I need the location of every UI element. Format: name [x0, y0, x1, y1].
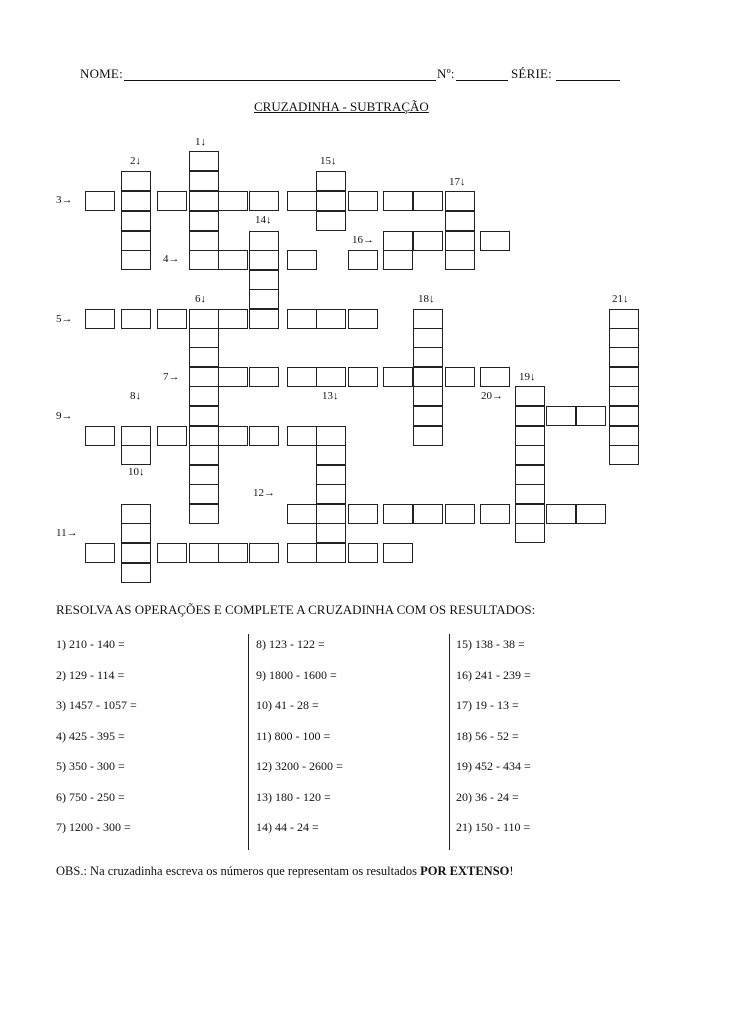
crossword-cell[interactable]: [383, 250, 413, 270]
crossword-cell[interactable]: [249, 250, 279, 270]
crossword-cell[interactable]: [316, 504, 346, 524]
operation-item: 2) 129 - 114 =: [56, 667, 125, 682]
crossword-cell[interactable]: [189, 426, 219, 446]
crossword-cell[interactable]: [121, 563, 151, 583]
crossword-cell[interactable]: [121, 309, 151, 329]
operation-item: 11) 800 - 100 =: [256, 728, 331, 743]
crossword-cell[interactable]: [609, 406, 639, 426]
crossword-cell[interactable]: [157, 191, 187, 211]
crossword-cell[interactable]: [576, 504, 606, 524]
crossword-cell[interactable]: [609, 367, 639, 387]
crossword-cell[interactable]: [348, 367, 378, 387]
crossword-cell[interactable]: [609, 445, 639, 465]
crossword-cell[interactable]: [189, 328, 219, 348]
crossword-cell[interactable]: [189, 386, 219, 406]
crossword-cell[interactable]: [383, 231, 413, 251]
clue-label-5: 5→: [56, 313, 73, 325]
clue-label-8: 8↓: [130, 390, 141, 402]
operation-item: 8) 123 - 122 =: [256, 637, 325, 651]
crossword-cell[interactable]: [546, 406, 576, 426]
crossword-cell[interactable]: [445, 211, 475, 231]
crossword-cell[interactable]: [413, 367, 443, 387]
operation-item: 7) 1200 - 300 =: [56, 820, 131, 834]
crossword-cell[interactable]: [515, 523, 545, 543]
grade-field-line[interactable]: [556, 80, 620, 81]
clue-label-7: 7→: [163, 371, 180, 383]
crossword-cell[interactable]: [249, 309, 279, 329]
crossword-cell[interactable]: [189, 406, 219, 426]
operation-item: 20) 36 - 24 =: [456, 789, 519, 804]
crossword-cell[interactable]: [189, 231, 219, 251]
operation-item: 17) 19 - 13 =: [456, 698, 519, 712]
crossword-cell[interactable]: [413, 386, 443, 406]
crossword-cell[interactable]: [316, 445, 346, 465]
crossword-cell[interactable]: [576, 406, 606, 426]
crossword-cell[interactable]: [480, 367, 510, 387]
column-divider: [449, 634, 450, 850]
crossword-cell[interactable]: [121, 445, 151, 465]
crossword-cell[interactable]: [249, 191, 279, 211]
crossword-cell[interactable]: [515, 445, 545, 465]
crossword-cell[interactable]: [189, 543, 219, 563]
column-divider: [248, 634, 249, 850]
crossword-cell[interactable]: [609, 426, 639, 446]
clue-label-12: 12→: [253, 487, 275, 499]
crossword-cell[interactable]: [413, 426, 443, 446]
crossword-cell[interactable]: [445, 250, 475, 270]
crossword-cell[interactable]: [445, 191, 475, 211]
operation-item: 5) 350 - 300 =: [56, 759, 125, 773]
crossword-cell[interactable]: [287, 426, 317, 446]
crossword-cell[interactable]: [157, 309, 187, 329]
number-field-line[interactable]: [456, 80, 508, 81]
crossword-cell[interactable]: [121, 250, 151, 270]
obs-suffix: !: [509, 864, 514, 878]
crossword-cell[interactable]: [157, 543, 187, 563]
crossword-cell[interactable]: [121, 426, 151, 446]
crossword-cell[interactable]: [609, 386, 639, 406]
crossword-cell[interactable]: [121, 191, 151, 211]
clue-label-21: 21↓: [612, 293, 629, 305]
crossword-cell[interactable]: [218, 250, 248, 270]
crossword-cell[interactable]: [515, 386, 545, 406]
crossword-cell[interactable]: [413, 406, 443, 426]
clue-label-10: 10↓: [128, 466, 145, 478]
clue-label-20: 20→: [481, 390, 503, 402]
crossword-cell[interactable]: [121, 543, 151, 563]
crossword-cell[interactable]: [316, 426, 346, 446]
crossword-cell[interactable]: [348, 543, 378, 563]
operation-item: 4) 425 - 395 =: [56, 728, 125, 743]
crossword-cell[interactable]: [218, 309, 248, 329]
crossword-cell[interactable]: [121, 523, 151, 543]
operation-item: 21) 150 - 110 =: [456, 820, 531, 834]
grade-label: SÉRIE:: [511, 66, 552, 81]
crossword-cell[interactable]: [287, 250, 317, 270]
crossword-cell[interactable]: [249, 231, 279, 251]
crossword-cell[interactable]: [515, 406, 545, 426]
crossword-cell[interactable]: [316, 309, 346, 329]
name-field-line[interactable]: [124, 80, 436, 81]
operation-item: 1) 210 - 140 =: [56, 637, 125, 651]
crossword-cell[interactable]: [515, 426, 545, 446]
crossword-cell[interactable]: [121, 504, 151, 524]
crossword-cell[interactable]: [316, 484, 346, 504]
clue-label-15: 15↓: [320, 155, 337, 167]
crossword-cell[interactable]: [609, 309, 639, 329]
crossword-cell[interactable]: [316, 543, 346, 563]
crossword-cell[interactable]: [85, 191, 115, 211]
crossword-cell[interactable]: [316, 171, 346, 191]
crossword-cell[interactable]: [383, 367, 413, 387]
operation-item: 3) 1457 - 1057 =: [56, 698, 137, 712]
clue-label-19: 19↓: [519, 371, 536, 383]
crossword-cell[interactable]: [515, 465, 545, 485]
crossword-cell[interactable]: [249, 289, 279, 309]
crossword-cell[interactable]: [413, 504, 443, 524]
operation-item: 14) 44 - 24 =: [256, 820, 319, 834]
crossword-cell[interactable]: [546, 504, 576, 524]
crossword-cell[interactable]: [121, 231, 151, 251]
crossword-cell[interactable]: [316, 367, 346, 387]
crossword-cell[interactable]: [316, 465, 346, 485]
crossword-cell[interactable]: [316, 191, 346, 211]
crossword-cell[interactable]: [287, 309, 317, 329]
operation-item: 16) 241 - 239 =: [456, 667, 531, 682]
crossword-cell[interactable]: [189, 367, 219, 387]
crossword-cell[interactable]: [413, 309, 443, 329]
clue-label-16: 16→: [352, 234, 374, 246]
clue-label-13: 13↓: [322, 390, 339, 402]
crossword-cell[interactable]: [85, 309, 115, 329]
crossword-cell[interactable]: [609, 328, 639, 348]
operation-item: 6) 750 - 250 =: [56, 789, 125, 804]
crossword-cell[interactable]: [413, 328, 443, 348]
crossword-cell[interactable]: [189, 211, 219, 231]
clue-label-3: 3→: [56, 194, 73, 206]
crossword-cell[interactable]: [383, 504, 413, 524]
crossword-cell[interactable]: [249, 367, 279, 387]
crossword-cell[interactable]: [121, 171, 151, 191]
crossword-cell[interactable]: [189, 347, 219, 367]
crossword-cell[interactable]: [249, 543, 279, 563]
crossword-cell[interactable]: [189, 504, 219, 524]
crossword-cell[interactable]: [189, 250, 219, 270]
crossword-cell[interactable]: [189, 171, 219, 191]
crossword-cell[interactable]: [85, 426, 115, 446]
clue-label-11: 11→: [56, 527, 78, 539]
page-title: CRUZADINHA - SUBTRAÇÃO: [254, 99, 429, 114]
operation-item: 15) 138 - 38 =: [456, 637, 525, 651]
crossword-cell[interactable]: [287, 367, 317, 387]
clue-label-2: 2↓: [130, 155, 141, 167]
crossword-cell[interactable]: [189, 445, 219, 465]
crossword-cell[interactable]: [348, 250, 378, 270]
crossword-cell[interactable]: [316, 523, 346, 543]
crossword-cell[interactable]: [287, 504, 317, 524]
crossword-cell[interactable]: [348, 504, 378, 524]
crossword-cell[interactable]: [189, 309, 219, 329]
obs-note: [56, 864, 514, 879]
crossword-cell[interactable]: [383, 543, 413, 563]
crossword-cell[interactable]: [316, 211, 346, 231]
crossword-cell[interactable]: [287, 543, 317, 563]
crossword-cell[interactable]: [249, 426, 279, 446]
crossword-cell[interactable]: [348, 309, 378, 329]
crossword-cell[interactable]: [383, 191, 413, 211]
obs-prefix: OBS.: Na cruzadinha escreva os números que representam os resultados: [56, 864, 421, 878]
clue-label-14: 14↓: [255, 214, 272, 226]
crossword-cell[interactable]: [189, 465, 219, 485]
operation-item: 10) 41 - 28 =: [256, 698, 319, 712]
name-label: NOME:: [80, 66, 123, 81]
crossword-cell[interactable]: [515, 504, 545, 524]
crossword-cell[interactable]: [287, 191, 317, 211]
crossword-cell[interactable]: [348, 191, 378, 211]
crossword-cell[interactable]: [218, 543, 248, 563]
crossword-cell[interactable]: [189, 151, 219, 171]
operation-item: 9) 1800 - 1600 =: [256, 667, 337, 682]
crossword-cell[interactable]: [218, 191, 248, 211]
crossword-cell[interactable]: [413, 191, 443, 211]
crossword-cell[interactable]: [249, 270, 279, 290]
crossword-cell[interactable]: [480, 504, 510, 524]
crossword-cell[interactable]: [121, 211, 151, 231]
operation-item: 13) 180 - 120 =: [256, 789, 331, 804]
crossword-cell[interactable]: [85, 543, 115, 563]
clue-label-17: 17↓: [449, 176, 466, 188]
clue-label-4: 4→: [163, 253, 180, 265]
instructions-text: RESOLVA AS OPERAÇÕES E COMPLETE A CRUZADINHA COM OS RESULTADOS:: [56, 602, 536, 617]
clue-label-6: 6↓: [195, 293, 206, 305]
clue-label-1: 1↓: [195, 136, 206, 148]
number-label: Nº:: [437, 66, 455, 81]
clue-label-18: 18↓: [418, 293, 435, 305]
crossword-cell[interactable]: [218, 426, 248, 446]
clue-label-9: 9→: [56, 410, 73, 422]
crossword-cell[interactable]: [413, 231, 443, 251]
crossword-cell[interactable]: [445, 231, 475, 251]
crossword-cell[interactable]: [609, 347, 639, 367]
operation-item: 19) 452 - 434 =: [456, 759, 531, 773]
crossword-cell[interactable]: [480, 231, 510, 251]
crossword-cell[interactable]: [157, 426, 187, 446]
operation-item: 12) 3200 - 2600 =: [256, 759, 343, 773]
obs-emphasis: POR EXTENSO: [420, 864, 510, 878]
crossword-cell[interactable]: [515, 484, 545, 504]
crossword-cell[interactable]: [413, 347, 443, 367]
crossword-cell[interactable]: [445, 504, 475, 524]
crossword-cell[interactable]: [445, 367, 475, 387]
crossword-cell[interactable]: [189, 191, 219, 211]
operation-item: 18) 56 - 52 =: [456, 728, 519, 743]
crossword-cell[interactable]: [218, 367, 248, 387]
crossword-cell[interactable]: [189, 484, 219, 504]
